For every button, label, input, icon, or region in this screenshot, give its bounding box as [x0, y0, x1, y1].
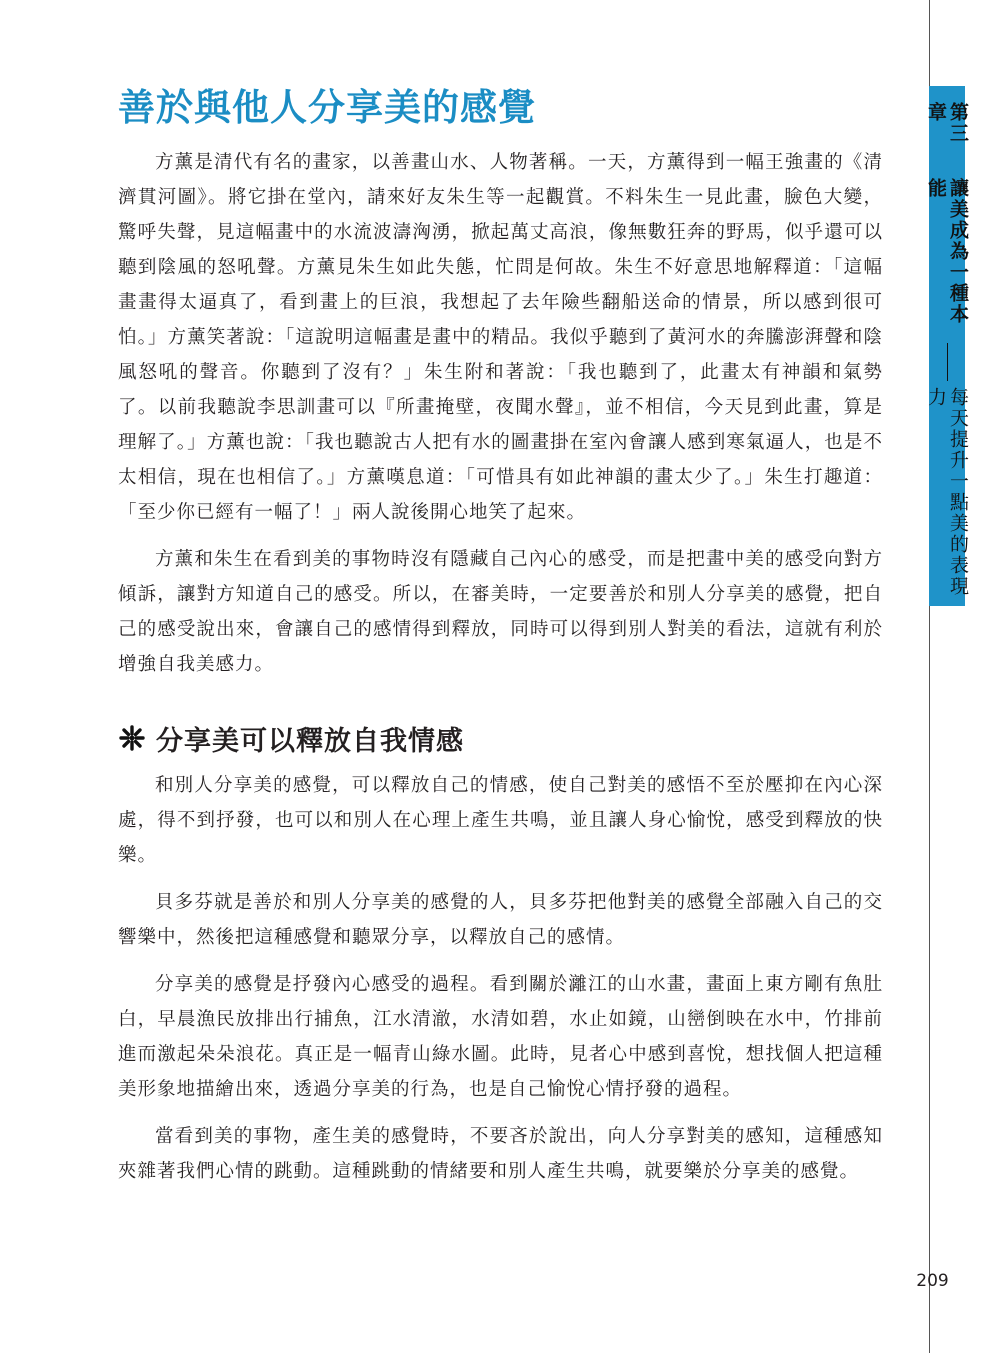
body-paragraph: 和別人分享美的感覺，可以釋放自己的情感，使自己對美的感悟不至於壓抑在內心深處，得不到抒發，也可以和別人在心理上產生共鳴，並且讓人身心愉悅，感受到釋放的快樂。 — [118, 775, 883, 866]
body-paragraph: 方薰是清代有名的畫家，以善畫山水、人物著稱。一天，方薰得到一幅王強畫的《清濟貫河圖》。將它掛在堂內，請來好友朱生等一起觀賞。不料朱生一見此畫，臉色大變，驚呼失聲，見這幅畫中的水流波濤洶湧，掀起萬丈高浪，像無數狂奔的野馬，似乎還可以聽到陰風的怒吼聲。方薰見朱生如此失態，忙問是何故。朱生不好意思地解釋道：「這幅畫畫得太逼真了，看到畫上的巨浪，我想起了去年險些翻船送命的情景，所以感到很可怕。」方薰笑著說：「這說明這幅畫是畫中的精品。我似乎聽到了黃河水的奔騰澎湃聲和陰風怒吼的聲音。你聽到了沒有？」朱生附和著說：「我也聽到了，此畫太有神韻和氣勢了。以前我聽說李思訓畫可以『所畫掩壁，夜聞水聲』，並不相信，今天見到此畫，算是理解了。」方薰也說：「我也聽說古人把有水的圖畫掛在室內會讓人感到寒氣逼人，也是不太相信，現在也相信了。」方薰嘆息道：「可惜具有如此神韻的畫太少了。」朱生打趣道：「至少你已經有一幅了！」兩人說後開心地笑了起來。 — [118, 152, 883, 523]
page-number: 209 — [916, 1271, 949, 1291]
body-paragraph: 分享美的感覺是抒發內心感受的過程。看到關於灕江的山水畫，畫面上東方剛有魚肚白，早晨漁民放排出行捕魚，江水清澈，水清如碧，水止如鏡，山巒倒映在水中，竹排前進而激起朵朵浪花。真正是一幅青山綠水圖。此時，見者心中感到喜悅，想找個人把這種美形象地描繪出來，透過分享美的行為，也是自己愉悅心情抒發的過程。 — [118, 974, 883, 1100]
chapter-tab — [925, 86, 969, 606]
body-paragraph: 貝多芬就是善於和別人分享美的感覺的人，貝多芬把他對美的感覺全部融入自己的交響樂中，然後把這種感覺和聽眾分享，以釋放自己的感情。 — [118, 892, 883, 948]
book-subtitle: 每天提升一點美的表現力 — [925, 386, 969, 597]
section-title: 分享美可以釋放自我情感 — [156, 725, 464, 757]
chapter-label: 第三章 — [925, 102, 969, 144]
page-title: 善於與他人分享美的感覺 — [118, 85, 536, 129]
body-paragraph: 當看到美的事物，產生美的感覺時，不要吝於說出，向人分享對美的感知，這種感知夾雜著我們心情的跳動。這種跳動的情緒要和別人產生共鳴，就要樂於分享美的感覺。 — [118, 1126, 883, 1182]
chapter-title: 讓美成為一種本能 — [925, 177, 969, 325]
flower-icon — [118, 724, 146, 752]
tab-separator — [947, 343, 948, 381]
body-paragraph: 方薰和朱生在看到美的事物時沒有隱藏自己內心的感受，而是把畫中美的感受向對方傾訴，讓對方知道自己的感受。所以，在審美時，一定要善於和別人分享美的感覺，把自己的感受說出來，會讓自己的感情得到釋放，同時可以得到別人對美的看法，這就有利於增強自我美感力。 — [118, 549, 883, 675]
main-content — [118, 145, 883, 1201]
section-heading — [118, 716, 883, 760]
